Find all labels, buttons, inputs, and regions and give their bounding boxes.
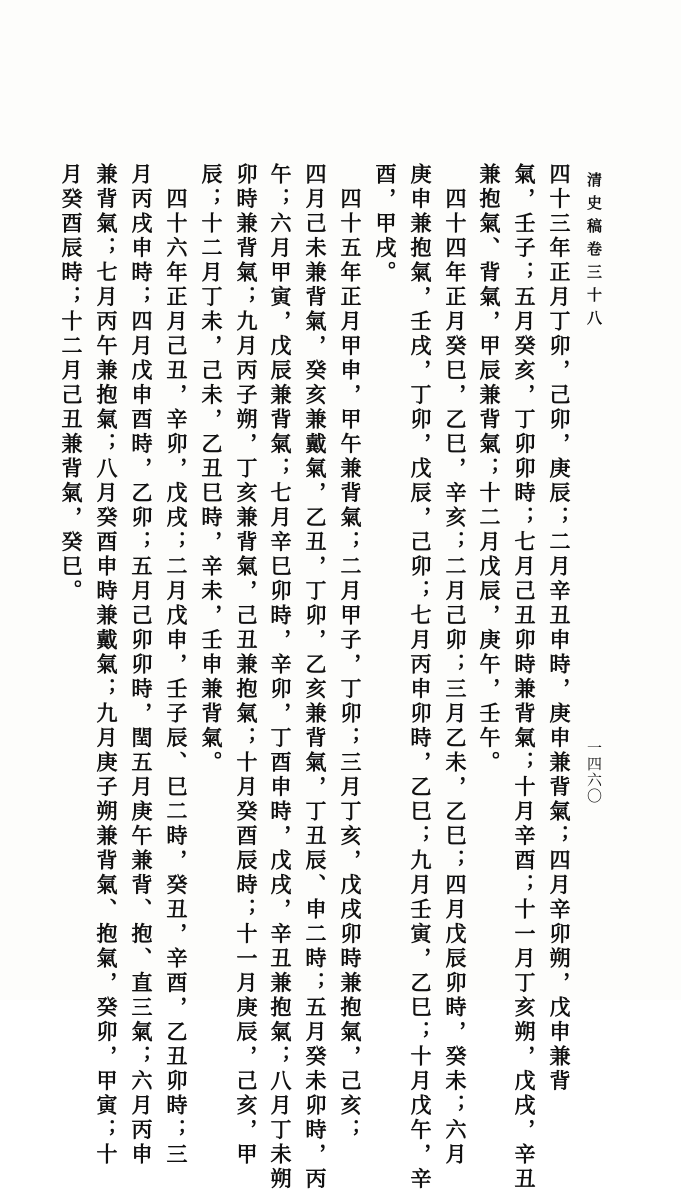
- text-column-10: 卯時兼背氣；九月丙子朔，丁亥兼背氣，己丑兼抱氣；十月癸酉辰時；十一月庚辰，己亥，甲: [234, 163, 259, 1168]
- text-column-9: 午；六月甲寅，戊辰兼背氣；七月辛巳卯時，辛卯，丁酉申時，戊戌，辛丑兼抱氣；八月丁未朔: [268, 163, 293, 1192]
- text-column-7: 四十五年正月甲申，甲午兼背氣；二月甲子，丁卯；三月丁亥，戊戌卯時兼抱氣，己亥；: [338, 163, 363, 1143]
- text-column-1: 四十三年正月丁卯，己卯，庚辰；二月辛丑申時，庚申兼背氣；四月辛卯朔，戊申兼背: [547, 163, 572, 1094]
- text-column-12: 四十六年正月己丑，辛卯，戊戌；二月戊申，壬子辰、巳二時，癸丑，辛酉，乙丑卯時；三: [164, 163, 189, 1168]
- text-column-13: 月丙戌申時；四月戊申酉時，乙卯；五月己卯卯時，閏五月庚午兼背、抱、直三氣；六月丙申: [129, 163, 154, 1168]
- page-number: 一四六〇: [585, 740, 603, 804]
- text-column-4: 四十四年正月癸巳，乙巳，辛亥；二月己卯；三月乙未，乙巳；四月戊辰卯時，癸未；六月: [443, 163, 468, 1168]
- running-head: 清史稿卷三十八: [585, 172, 603, 333]
- text-column-14: 兼背氣；七月丙午兼抱氣；八月癸酉申時兼戴氣；九月庚子朔兼背氣、抱氣，癸卯，甲寅；十: [94, 163, 119, 1168]
- text-column-8: 四月己未兼背氣，癸亥兼戴氣，乙丑，丁卯，乙亥兼背氣，丁丑辰、申二時；五月癸未卯時，丙: [303, 163, 328, 1192]
- text-column-2: 氣，壬子；五月癸亥，丁卯卯時；七月己丑卯時兼背氣；十月辛酉；十一月丁亥朔，戊戌，辛丑: [512, 163, 537, 1192]
- text-column-15: 月癸酉辰時；十二月己丑兼背氣，癸巳。: [59, 163, 84, 604]
- text-column-6: 酉，甲戌。: [373, 163, 398, 286]
- text-column-5: 庚申兼抱氣，壬戌，丁卯，戊辰，己卯；七月丙申卯時，乙巳；九月壬寅，乙巳；十月戊午，辛: [408, 163, 433, 1192]
- text-column-11: 辰；十二月丁未，己未，乙丑巳時，辛未，壬申兼背氣。: [199, 163, 224, 776]
- text-column-3: 兼抱氣、背氣，甲辰兼背氣；十二月戊辰，庚午，壬午。: [477, 163, 502, 776]
